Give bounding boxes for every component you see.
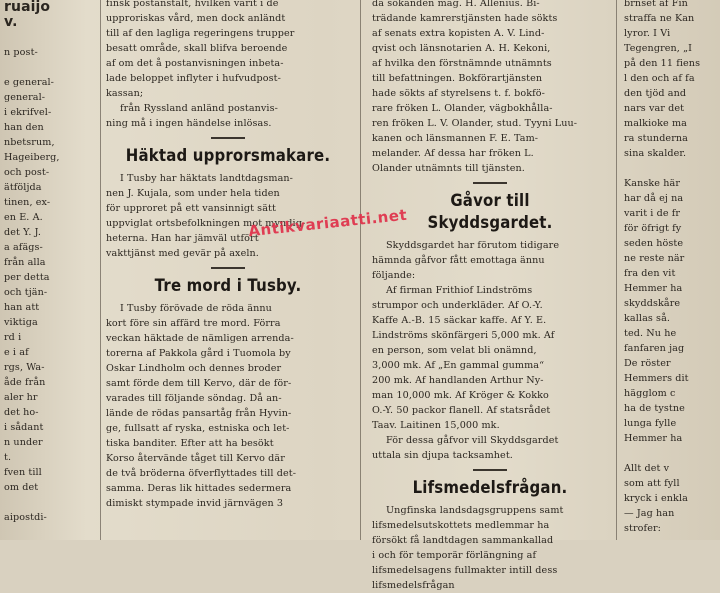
text-line <box>624 161 720 176</box>
text-line: n post- <box>4 47 38 58</box>
section-divider <box>473 182 507 184</box>
column-rule <box>360 0 361 540</box>
text-line: I Tusby har häktats landtdagsman- <box>120 173 294 184</box>
text-line: lyror. I Vi <box>624 28 671 39</box>
text-line: Hemmer ha <box>624 433 683 444</box>
text-line: l den och af fa <box>624 73 695 84</box>
text-line: kassan; <box>106 88 144 99</box>
text-line <box>4 30 100 45</box>
text-line: åde från <box>4 377 46 388</box>
text-line: Taav. Laitinen 15,000 mk. <box>372 420 500 431</box>
text-line: sina skalder. <box>624 148 687 159</box>
text-line: uttala sin djupa tacksamhet. <box>372 450 513 461</box>
headline-tre-mord-i-tusby: Tre mord i Tusby. <box>154 276 302 296</box>
text-line: tinen, ex- <box>4 197 51 208</box>
text-line: aler hr <box>4 392 38 403</box>
text-line: det Y. J. <box>4 227 41 238</box>
text-line: Olander utnämnts till tjänsten. <box>372 163 525 174</box>
text-line: har då ej na <box>624 193 684 204</box>
text-line: följande: <box>372 270 416 281</box>
text-line: hämnda gåfvor fått emottaga ännu <box>372 255 545 266</box>
text-line: veckan häktade de nämligen arrenda- <box>106 333 294 344</box>
text-line: strumpor och underkläder. Af O.-Y. <box>372 300 543 311</box>
text-line: lifsmedelsfrågan <box>372 580 455 591</box>
text-line: seden höste <box>624 238 684 249</box>
section-divider <box>211 267 245 269</box>
text-line: om det <box>4 482 39 493</box>
article-lifsmedel <box>372 503 608 593</box>
text-line: kallas så. <box>624 313 671 324</box>
text-line: Hemmer ha <box>624 283 683 294</box>
text-line: De röster <box>624 358 671 369</box>
text-line: Hageiberg, <box>4 152 60 163</box>
text-line: Korso återvände tåget till Kervo där <box>106 453 285 464</box>
text-line: kryck i enkla <box>624 493 688 504</box>
text-line: tiska banditer. Efter att ha besökt <box>106 438 274 449</box>
text-line: heterna. Han har jämväl utfört <box>106 233 259 244</box>
text-line: Kaffe A.-B. 15 säckar kaffe. Af Y. E. <box>372 315 547 326</box>
column-center-right <box>372 0 608 591</box>
text-line: nars var det <box>624 103 685 114</box>
text-line: Oskar Lindholm och dennes broder <box>106 363 282 374</box>
text-line: 3,000 mk. Af „En gammal gumma“ <box>372 360 545 371</box>
watermark-text: Antikvariaatti.net <box>247 205 408 241</box>
text-line: man 10,000 mk. Af Kröger & Kokko <box>372 390 549 401</box>
text-line: besatt område, skall blifva beroende <box>106 43 288 54</box>
text-line: och tjän- <box>4 287 48 298</box>
text-line: nen J. Kujala, som under hela tiden <box>106 188 280 199</box>
text-line: da sökanden mag. H. Allenius. Bi- <box>372 0 540 9</box>
text-line: varades till följande söndag. Då an- <box>106 393 282 404</box>
text-line: ha de tystne <box>624 403 685 414</box>
text-line: qvist och länsnotarien A. H. Kekoni, <box>372 43 551 54</box>
column-rule <box>100 0 101 540</box>
title-fragment: ruaijo <box>4 0 51 15</box>
text-line: e i af <box>4 347 29 358</box>
text-line: på den 11 fiens <box>624 58 701 69</box>
text-line: per detta <box>4 272 50 283</box>
headline-haktad-upprorsmakare: Häktad upprorsmakare. <box>125 146 331 166</box>
text-line: aipostdi- <box>4 512 47 523</box>
text-line: För dessa gåfvor vill Skyddsgardet <box>386 435 559 446</box>
column-center-left <box>106 0 350 536</box>
appointments-notice-continuation <box>372 0 608 176</box>
text-line: och post- <box>4 167 50 178</box>
title-fragment: v. <box>4 14 18 30</box>
text-line: uppviglat ortsbefolkningen mot myndig- <box>106 218 306 229</box>
text-line: i och för temporär förlängning af <box>372 550 537 561</box>
text-line: fanfaren jag <box>624 343 685 354</box>
text-line: Kanske här <box>624 178 681 189</box>
text-line: från Ryssland anländ postanvis- <box>120 103 278 114</box>
text-line: rd i <box>4 332 22 343</box>
text-line: I Tusby förövade de röda ännu <box>120 303 272 314</box>
text-line: för öfrigt fy <box>624 223 682 234</box>
text-line: viktiga <box>4 317 38 328</box>
column-left-fragment <box>0 0 100 540</box>
text-line: n under <box>4 437 43 448</box>
text-line: rgs, Wa- <box>4 362 45 373</box>
text-line: t. <box>4 452 12 463</box>
text-line: upproriskas vård, men dock anländt <box>106 13 286 24</box>
text-line: Allt det v <box>624 463 670 474</box>
text-line: ne reste när <box>624 253 685 264</box>
text-line <box>624 446 720 461</box>
headline-gavor-till-skyddsgardet: Gåvor till Skyddsgardet. <box>427 191 553 233</box>
text-line: en E. A. <box>4 212 43 223</box>
text-line: samt förde dem till Kervo, där de för- <box>106 378 292 389</box>
headline-lifsmedelsfragan: Lifsmedelsfrågan. <box>412 478 568 498</box>
text-line: ätföljda <box>4 182 42 193</box>
text-line: strofer: <box>624 523 661 534</box>
text-line: en person, som velat bli onämnd, <box>372 345 537 356</box>
column-rule <box>616 0 617 540</box>
text-line: vakttjänst med gevär på axeln. <box>106 248 259 259</box>
text-line: lände de rödas pansartåg från Hyvin- <box>106 408 292 419</box>
text-line: den tjöd and <box>624 88 687 99</box>
section-divider <box>473 469 507 471</box>
text-line: lifsmedelsutskottets medlemmar ha <box>372 520 550 531</box>
text-line <box>4 60 100 75</box>
text-line: fra den vit <box>624 268 676 279</box>
text-line: som att fyll <box>624 478 680 489</box>
text-line: Skyddsgardet har förutom tidigare <box>386 240 560 251</box>
text-line: Af firman Frithiof Lindströms <box>386 285 533 296</box>
text-line: lunga fylle <box>624 418 677 429</box>
text-line: finsk postanstalt, hvilken varit i de <box>106 0 279 9</box>
text-line: i sådant <box>4 422 44 433</box>
text-line: försökt få landtdagen sammankallad <box>372 535 554 546</box>
text-line: lifsmedelsagens fullmakter intill dess <box>372 565 558 576</box>
article-tre-mord <box>106 301 350 511</box>
text-line: 200 mk. Af handlanden Arthur Ny- <box>372 375 544 386</box>
text-line <box>4 495 100 510</box>
text-line: Lindströms skönfärgeri 5,000 mk. Af <box>372 330 555 341</box>
text-line: af hvilka den förstnämnde utnämnts <box>372 58 552 69</box>
text-line: malkioke ma <box>624 118 688 129</box>
text-line: Ungfinska landsdagsgruppens samt <box>386 505 564 516</box>
text-line: lade beloppet inflyter i hufvudpost- <box>106 73 281 84</box>
text-line: af senats extra kopisten A. V. Lind- <box>372 28 545 39</box>
text-line: hade sökts af styrelsens t. f. bokfö- <box>372 88 545 99</box>
text-line: varit i de fr <box>624 208 681 219</box>
text-line: e general- <box>4 77 55 88</box>
text-line: ted. Nu he <box>624 328 677 339</box>
text-line: Tegengren, „I <box>624 43 693 54</box>
text-line: — Jag han <box>624 508 675 519</box>
text-line: samma. Deras lik hittades sedermera <box>106 483 292 494</box>
text-line: trädande kamrerstjänsten hade sökts <box>372 13 558 24</box>
text-line: till befattningen. Bokförartjänsten <box>372 73 543 84</box>
text-line: rare fröken L. Olander, vägbokhålla- <box>372 103 553 114</box>
text-line: straffa ne Kan <box>624 13 695 24</box>
text-line: brnset af Fin <box>624 0 688 9</box>
text-line: ra stunderna <box>624 133 688 144</box>
text-line: det ho- <box>4 407 39 418</box>
text-line: kort före sin affärd tre mord. Förra <box>106 318 281 329</box>
text-line: han att <box>4 302 40 313</box>
text-line: hägglom c <box>624 388 676 399</box>
text-line: nbetsrum, <box>4 137 55 148</box>
text-line: ren fröken L. V. Olander, stud. Tyyni Luu- <box>372 118 578 129</box>
article-gavor <box>372 238 608 463</box>
text-line: torerna af Pakkola gård i Tuomola by <box>106 348 291 359</box>
text-line: Hemmers dit <box>624 373 689 384</box>
text-line: ning må i ingen händelse inlösas. <box>106 118 272 129</box>
text-line: han den <box>4 122 44 133</box>
section-divider <box>211 137 245 139</box>
column-right-fragment <box>624 0 720 536</box>
text-line: fven till <box>4 467 42 478</box>
text-line: a afägs- <box>4 242 43 253</box>
text-line: från alla <box>4 257 46 268</box>
text-line: dimiskt stympade invid järnvägen 3 <box>106 498 284 509</box>
postal-notice-continuation <box>106 0 350 131</box>
text-line: melander. Af dessa har fröken L. <box>372 148 534 159</box>
text-line: kanen och länsmannen F. E. Tam- <box>372 133 539 144</box>
text-line: ge, fullsatt af ryska, estniska och let- <box>106 423 290 434</box>
text-line: af om det å postanvisningen inbeta- <box>106 58 284 69</box>
text-line: i ekrifvel- <box>4 107 52 118</box>
text-line: general- <box>4 92 46 103</box>
text-line: O.-Y. 50 packor flanell. Af statsrådet <box>372 405 551 416</box>
text-line: de två bröderna öfverflyttades till det- <box>106 468 297 479</box>
text-line: skyddskåre <box>624 298 681 309</box>
text-line: till af den lagliga regeringens trupper <box>106 28 295 39</box>
text-line: för upproret på ett vansinnigt sätt <box>106 203 276 214</box>
